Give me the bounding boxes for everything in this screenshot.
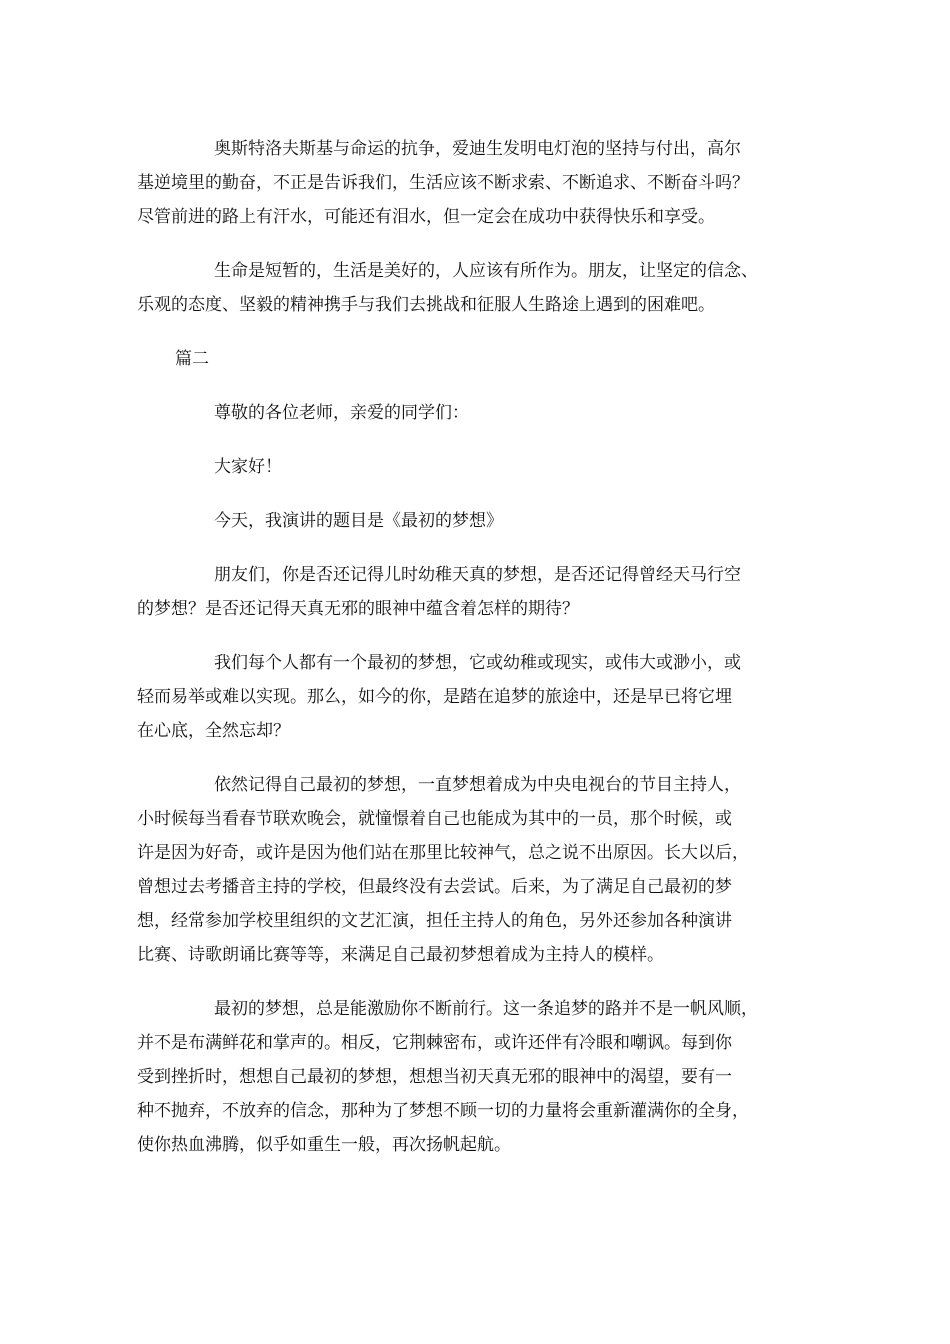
paragraph-5 — [137, 768, 822, 972]
document-page — [137, 132, 822, 1182]
paragraph-6 — [137, 992, 822, 1162]
paragraph-line: 种不抛弃，不放弃的信念，那种为了梦想不顾一切的力量将会重新灌满你的全身， — [137, 1101, 749, 1121]
speech-topic: 今天，我演讲的题目是《最初的梦想》 — [214, 511, 503, 531]
paragraph-line: 想，经常参加学校里组织的文艺汇演，担任主持人的角色，另外还参加各种演讲 — [137, 911, 732, 931]
paragraph-4 — [137, 646, 822, 748]
paragraph-line: 朋友们，你是否还记得儿时幼稚天真的梦想，是否还记得曾经天马行空 — [214, 565, 741, 585]
paragraph-line: 比赛、诗歌朗诵比赛等等，来满足自己最初梦想着成为主持人的模样。 — [137, 945, 664, 965]
greeting: 大家好！ — [214, 457, 282, 477]
paragraph-line: 许是因为好奇，或许是因为他们站在那里比较神气，总之说不出原因。长大以后， — [137, 843, 749, 863]
paragraph-line: 的梦想？是否还记得天真无邪的眼神中蕴含着怎样的期待？ — [137, 599, 579, 619]
paragraph-line: 依然记得自己最初的梦想，一直梦想着成为中央电视台的节目主持人， — [214, 775, 741, 795]
paragraph-line: 使你热血沸腾，似乎如重生一般，再次扬帆起航。 — [137, 1135, 511, 1155]
paragraph-line: 在心底，全然忘却？ — [137, 721, 290, 741]
paragraph-line: 并不是布满鲜花和掌声的。相反，它荆棘密布，或许还伴有冷眼和嘲讽。每到你 — [137, 1033, 732, 1053]
paragraph-line: 乐观的态度、坚毅的精神携手与我们去挑战和征服人生路途上遇到的困难吧。 — [137, 295, 715, 315]
paragraph-line: 尽管前进的路上有汗水，可能还有泪水，但一定会在成功中获得快乐和享受。 — [137, 207, 715, 227]
paragraph-line: 曾想过去考播音主持的学校，但最终没有去尝试。后来，为了满足自己最初的梦 — [137, 877, 732, 897]
salutation: 尊敬的各位老师，亲爱的同学们： — [214, 403, 469, 423]
paragraph-line: 我们每个人都有一个最初的梦想，它或幼稚或现实，或伟大或渺小，或 — [214, 653, 741, 673]
paragraph-line: 轻而易举或难以实现。那么，如今的你，是踏在追梦的旅途中，还是早已将它埋 — [137, 687, 732, 707]
paragraph-line: 最初的梦想，总是能激励你不断前行。这一条追梦的路并不是一帆风顺， — [214, 999, 758, 1019]
paragraph-line: 奥斯特洛夫斯基与命运的抗争，爱迪生发明电灯泡的坚持与付出，高尔 — [214, 139, 741, 159]
paragraph-line: 小时候每当看春节联欢晚会，就憧憬着自己也能成为其中的一员，那个时候，或 — [137, 809, 732, 829]
paragraph-line: 受到挫折时，想想自己最初的梦想，想想当初天真无邪的眼神中的渴望，要有一 — [137, 1067, 732, 1087]
paragraph-2 — [137, 254, 822, 322]
section-title: 篇二 — [175, 349, 209, 369]
paragraph-line: 基逆境里的勤奋，不正是告诉我们，生活应该不断求索、不断追求、不断奋斗吗？ — [137, 173, 749, 193]
paragraph-line: 生命是短暂的，生活是美好的，人应该有所作为。朋友，让坚定的信念、 — [214, 261, 758, 281]
paragraph-1 — [137, 132, 822, 234]
paragraph-3 — [137, 558, 822, 626]
